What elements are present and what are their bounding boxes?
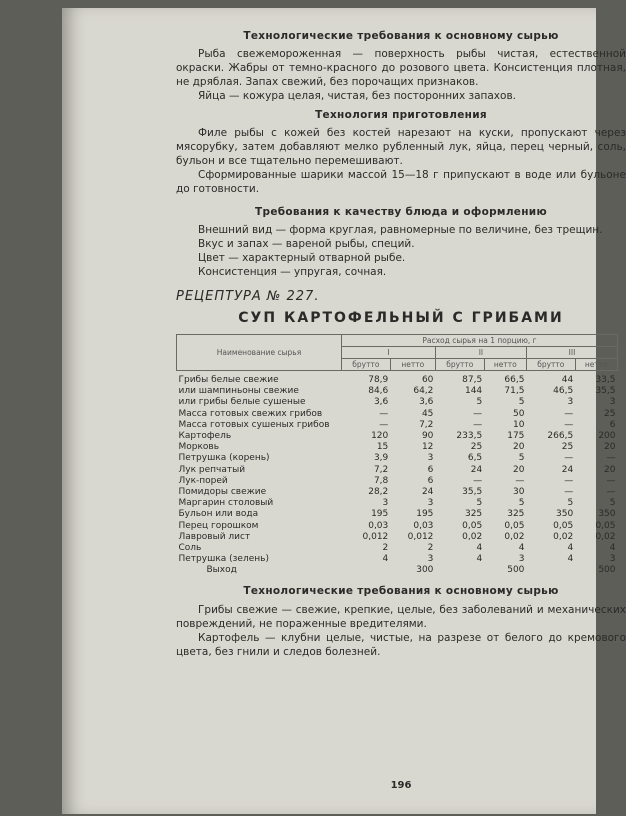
table-row xyxy=(177,509,618,520)
quantity-cell: 120 xyxy=(371,431,389,442)
quantity-cell: 20 xyxy=(512,464,525,475)
quantity-cell: 0,05 xyxy=(553,520,574,531)
quantity-cell: 5 xyxy=(567,498,574,509)
yield-cell: 500 xyxy=(507,565,525,576)
page-number: 196 xyxy=(390,780,412,791)
quantity-cell: 3,9 xyxy=(373,453,389,464)
group-header-1: I xyxy=(342,347,436,359)
quantity-cell: 20 xyxy=(512,442,525,453)
quantity-cell: 5 xyxy=(476,498,483,509)
quantity-cell: 233,5 xyxy=(456,431,483,442)
quantity-cell: 0,02 xyxy=(595,531,616,542)
quantity-cell: 87,5 xyxy=(462,375,483,385)
quantity-cell: 24 xyxy=(470,464,483,475)
ingredient-name: Картофель xyxy=(178,431,232,442)
ingredient-name: Помидоры свежие xyxy=(178,487,267,498)
quantity-cell: — xyxy=(515,475,525,486)
ingredient-name: Петрушка (корень) xyxy=(178,453,270,464)
paragraph-potatoes: Картофель — клубни целые, чистые, на разрезе от белого до кремового цвета, без гнили и следов болезней. xyxy=(176,631,626,658)
quantity-cell: 0,03 xyxy=(368,520,389,531)
yield-cell xyxy=(435,565,484,576)
group-header-2: II xyxy=(435,347,526,359)
quantity-cell: 45 xyxy=(421,408,434,419)
quantity-cell: 4 xyxy=(567,543,574,554)
quantity-cell: 66,5 xyxy=(504,375,525,385)
ingredient-name: Петрушка (зелень) xyxy=(178,554,269,565)
quantity-cell: 3,6 xyxy=(419,397,434,408)
quantity-cell: — xyxy=(564,408,574,419)
table-row xyxy=(177,386,618,397)
quantity-cell: — xyxy=(606,487,616,498)
sub-header-netto: нетто xyxy=(484,359,526,371)
ingredient-name: Перец горошком xyxy=(178,520,259,531)
quantity-cell: — xyxy=(473,419,483,430)
quantity-cell: 25 xyxy=(604,408,616,419)
quantity-cell: 350 xyxy=(556,509,574,520)
quantity-cell: 0,03 xyxy=(413,520,434,531)
book-page xyxy=(62,8,626,814)
sub-header-netto: нетто xyxy=(390,359,435,371)
quantity-cell: 0,05 xyxy=(462,520,483,531)
quantity-cell: 30 xyxy=(512,487,525,498)
quantity-cell: 7,8 xyxy=(373,475,389,486)
quantity-cell: 25 xyxy=(470,442,483,453)
quantity-cell: 10 xyxy=(512,419,525,430)
table-row xyxy=(177,375,618,386)
quantity-cell: 4 xyxy=(476,543,483,554)
table-row xyxy=(177,476,618,487)
table-row xyxy=(177,498,618,509)
quantity-cell: 28,2 xyxy=(368,487,389,498)
quantity-cell: — xyxy=(379,408,389,419)
col-name-header: Наименование сырья xyxy=(177,335,342,371)
table-row xyxy=(177,442,618,453)
quantity-cell: 0,012 xyxy=(407,531,434,542)
group-header-3: III xyxy=(526,347,617,359)
ingredient-name: или грибы белые сушеные xyxy=(178,397,306,408)
quantity-cell: 3 xyxy=(518,554,525,565)
quantity-cell: 0,02 xyxy=(504,531,525,542)
quantity-cell: 3 xyxy=(609,397,616,408)
table-row xyxy=(177,409,618,420)
table-row xyxy=(177,431,618,442)
quantity-cell: 0,02 xyxy=(462,531,483,542)
quantity-cell: — xyxy=(473,475,483,486)
quantity-cell: 350 xyxy=(598,509,616,520)
quantity-cell: 71,5 xyxy=(504,386,525,397)
quantity-cell: 24 xyxy=(561,464,574,475)
quantity-cell: 4 xyxy=(382,554,389,565)
ingredient-name: Бульон или вода xyxy=(178,509,259,520)
quantity-cell: 33,5 xyxy=(595,375,616,385)
quality-line: Внешний вид — форма круглая, равномерные по величине, без трещин. xyxy=(198,224,603,236)
quantity-cell: 7,2 xyxy=(419,419,434,430)
ingredient-name: или шампиньоны свежие xyxy=(178,386,299,397)
table-row xyxy=(177,543,618,554)
yield-label: Выход xyxy=(206,565,237,576)
quantity-cell: — xyxy=(564,487,574,498)
quantity-cell: 0,02 xyxy=(553,531,574,542)
table-row xyxy=(177,532,618,543)
paragraph-eggs: Яйца — кожура целая, чистая, без посторонних запахов. xyxy=(198,90,516,102)
table-row xyxy=(177,453,618,464)
quantity-cell: 195 xyxy=(416,509,434,520)
quantity-cell: 78,9 xyxy=(368,375,389,385)
quantity-cell: 0,05 xyxy=(504,520,525,531)
quantity-cell: 200 xyxy=(598,431,616,442)
quantity-cell: 3 xyxy=(382,498,389,509)
quantity-cell: 25 xyxy=(561,442,574,453)
quantity-cell: 325 xyxy=(464,509,483,520)
quantity-cell: 90 xyxy=(421,431,434,442)
quantity-cell: 3 xyxy=(427,453,434,464)
sub-header-netto: нетто xyxy=(575,359,617,371)
quantity-cell: 3 xyxy=(427,498,434,509)
quantity-cell: 46,5 xyxy=(553,386,574,397)
quantity-cell: 84,6 xyxy=(368,386,389,397)
recipe-number: РЕЦЕПТУРА № 227. xyxy=(176,289,320,304)
quantity-cell: 2 xyxy=(427,543,434,554)
table-row xyxy=(177,397,618,408)
quantity-cell: 2 xyxy=(382,543,389,554)
ingredients-table xyxy=(176,334,618,577)
heading-quality: Требования к качеству блюда и оформлению xyxy=(255,206,547,218)
ingredient-name: Лук репчатый xyxy=(178,464,246,475)
quality-line: Цвет — характерный отварной рыбе. xyxy=(198,252,406,264)
ingredient-name: Маргарин столовый xyxy=(178,498,274,509)
yield-cell: 300 xyxy=(416,565,434,576)
quantity-cell: 64,2 xyxy=(413,386,434,397)
ingredient-name: Соль xyxy=(178,543,202,554)
quantity-cell: 6 xyxy=(427,464,434,475)
ingredient-name: Грибы белые свежие xyxy=(178,375,279,385)
table-row xyxy=(177,420,618,431)
table-row xyxy=(177,465,618,476)
quantity-cell: 24 xyxy=(421,487,434,498)
yield-cell: 500 xyxy=(598,565,616,576)
quality-line: Консистенция — упругая, сочная. xyxy=(198,266,387,278)
quantity-cell: 5 xyxy=(476,397,483,408)
yield-row xyxy=(177,565,618,576)
heading-raw-materials-2: Технологические требования к основному сырью xyxy=(243,584,559,597)
quantity-cell: — xyxy=(379,419,389,430)
yield-cell xyxy=(342,565,391,576)
quantity-cell: 4 xyxy=(518,543,525,554)
quantity-cell: 15 xyxy=(376,442,389,453)
quantity-cell: 3 xyxy=(427,554,434,565)
quantity-cell: — xyxy=(564,475,574,486)
quantity-cell: 12 xyxy=(421,442,434,453)
ingredient-name: Лавровый лист xyxy=(178,531,251,542)
table-body xyxy=(177,371,618,577)
paragraph-fish: Рыба свежемороженная — поверхность рыбы чистая, естественной окраски. Жабры от темно-красного до розового цвета. Консистенция плотная, не дряблая. Запах свежий, без порочащих признаков. xyxy=(176,48,626,88)
ingredient-name: Масса готовых сушеных грибов xyxy=(178,419,330,430)
table-row xyxy=(177,521,618,532)
quantity-cell: — xyxy=(606,475,616,486)
quantity-cell: 35,5 xyxy=(462,487,483,498)
table-row xyxy=(177,487,618,498)
quantity-cell: 6,5 xyxy=(467,453,483,464)
quantity-cell: 4 xyxy=(609,543,616,554)
quantity-cell: 6 xyxy=(609,419,616,430)
ingredient-name: Масса готовых свежих грибов xyxy=(178,408,323,419)
quantity-cell: — xyxy=(473,408,483,419)
yield-cell xyxy=(526,565,575,576)
quantity-cell: 3 xyxy=(609,554,616,565)
quantity-cell: 50 xyxy=(512,408,525,419)
quantity-cell: 266,5 xyxy=(547,431,574,442)
paragraph-balls: Сформированные шарики массой 15—18 г припускают в воде или бульоне до готовности. xyxy=(176,169,626,195)
quantity-cell: 195 xyxy=(371,509,389,520)
table-row xyxy=(177,554,618,565)
quantity-cell: 20 xyxy=(604,464,616,475)
quantity-cell: — xyxy=(606,453,616,464)
quantity-cell: 60 xyxy=(421,375,434,385)
quantity-cell: — xyxy=(564,453,574,464)
sub-header-brutto: брутто xyxy=(435,359,484,371)
paragraph-mushrooms: Грибы свежие — свежие, крепкие, целые, без заболеваний и механических повреждений, не пораженные вредителями. xyxy=(176,603,626,630)
col-group-header: Расход сырья на 1 порцию, г xyxy=(342,335,618,347)
quantity-cell: 7,2 xyxy=(373,464,389,475)
quantity-cell: 5 xyxy=(609,498,616,509)
quantity-cell: 20 xyxy=(604,442,616,453)
quantity-cell: 5 xyxy=(518,397,525,408)
quantity-cell: 6 xyxy=(427,475,434,486)
quantity-cell: 144 xyxy=(464,386,483,397)
sub-header-brutto: брутто xyxy=(526,359,575,371)
heading-raw-materials: Технологические требования к основному сырью xyxy=(243,30,559,42)
heading-technology: Технология приготовления xyxy=(315,109,487,121)
quantity-cell: 44 xyxy=(561,375,574,385)
quantity-cell: 3,6 xyxy=(373,397,389,408)
paragraph-preparation: Филе рыбы с кожей без костей нарезают на куски, пропускают через мясорубку, затем добавляют мелко рубленный лук, яйца, перец черный, соль, бульон и все тщательно перемешивают. xyxy=(176,127,626,167)
quantity-cell: — xyxy=(564,419,574,430)
quantity-cell: 4 xyxy=(476,554,483,565)
page-content xyxy=(176,30,626,791)
dish-title: СУП КАРТОФЕЛЬНЫЙ С ГРИБАМИ xyxy=(238,310,564,326)
ingredient-name: Морковь xyxy=(178,442,220,453)
quality-line: Вкус и запах — вареной рыбы, специй. xyxy=(198,238,415,250)
quantity-cell: 5 xyxy=(518,453,525,464)
sub-header-brutto: брутто xyxy=(342,359,391,371)
quantity-cell: 175 xyxy=(507,431,525,442)
quantity-cell: 5 xyxy=(518,498,525,509)
quantity-cell: 0,05 xyxy=(595,520,616,531)
quantity-cell: 3 xyxy=(567,397,574,408)
quantity-cell: 35,5 xyxy=(595,386,616,397)
ingredient-name: Лук-порей xyxy=(178,475,228,486)
quantity-cell: 325 xyxy=(507,509,525,520)
quantity-cell: 0,012 xyxy=(362,531,389,542)
quantity-cell: 4 xyxy=(567,554,574,565)
